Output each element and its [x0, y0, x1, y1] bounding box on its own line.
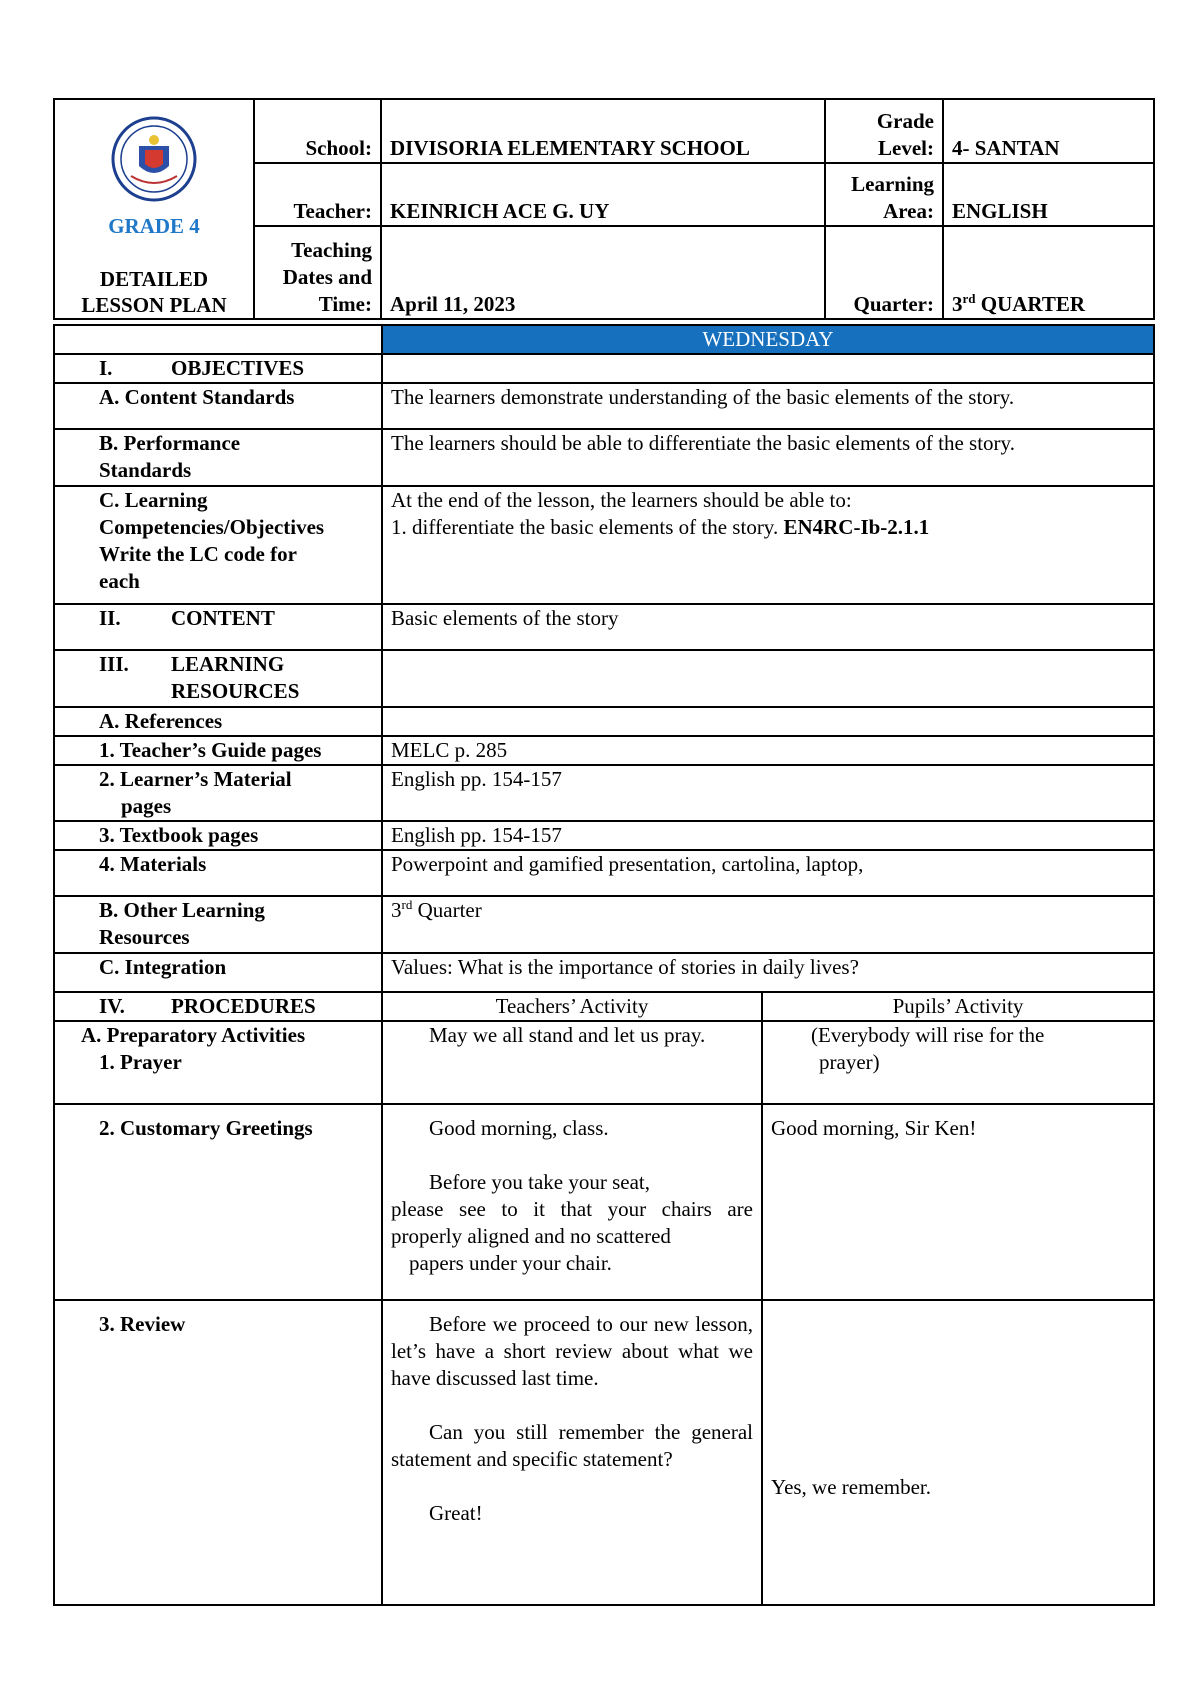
- review-label: 3. Review: [54, 1300, 382, 1605]
- content-heading: II. CONTENT: [54, 604, 382, 650]
- performance-standards-label: B. Performance Standards: [54, 429, 382, 486]
- logo-cell: [54, 99, 254, 319]
- lc-code: EN4RC-Ib-2.1.1: [783, 515, 930, 539]
- teachers-guide-label: 1. Teacher’s Guide pages: [54, 736, 382, 765]
- procedures-heading: IV. PROCEDURES: [54, 992, 382, 1021]
- learners-material-label: 2. Learner’s Material pages: [54, 765, 382, 821]
- teacher-value: KEINRICH ACE G. UY: [381, 163, 825, 227]
- resources-heading: III. LEARNING RESOURCES: [54, 650, 382, 707]
- review-teacher: Before we proceed to our new lesson, let’s have a short review about what we have discussed last time. Can you still remember the general statement and specific statement? Great!: [382, 1300, 762, 1605]
- pupils-activity-heading: Pupils’ Activity: [762, 992, 1154, 1021]
- school-label: School:: [254, 99, 381, 163]
- day-header-spacer: [54, 325, 382, 354]
- references-label: A. References: [54, 707, 382, 736]
- learners-material-value: English pp. 154-157: [382, 765, 1154, 821]
- competencies-value: At the end of the lesson, the learners should be able to: 1. differentiate the basic elements of the story. EN4RC-Ib-2.1.1: [382, 486, 1154, 604]
- teacher-label: Teacher:: [254, 163, 381, 227]
- day-header: WEDNESDAY: [382, 325, 1154, 354]
- competencies-label: C. Learning Competencies/Objectives Write the LC code for each: [54, 486, 382, 604]
- review-pupil: Yes, we remember.: [762, 1300, 1154, 1605]
- grade-level-label: Grade Level:: [825, 99, 943, 163]
- prayer-pupil: (Everybody will rise for the prayer): [762, 1021, 1154, 1104]
- integration-value: Values: What is the importance of stories in daily lives?: [382, 953, 1154, 992]
- header-table: [53, 98, 1155, 320]
- other-resources-value: 3rd Quarter: [382, 896, 1154, 953]
- objectives-heading: I. OBJECTIVES: [54, 354, 382, 383]
- other-resources-label: B. Other Learning Resources: [54, 896, 382, 953]
- content-value: Basic elements of the story: [382, 604, 1154, 650]
- performance-standards-value: The learners should be able to differentiate the basic elements of the story.: [382, 429, 1154, 486]
- teachers-guide-value: MELC p. 285: [382, 736, 1154, 765]
- lesson-plan-table: [53, 324, 1155, 1606]
- grade-level-value: 4- SANTAN: [943, 99, 1154, 163]
- materials-label: 4. Materials: [54, 850, 382, 896]
- content-standards-value: The learners demonstrate understanding of the basic elements of the story.: [382, 383, 1154, 429]
- quarter-label: Quarter:: [825, 226, 943, 319]
- greetings-label: 2. Customary Greetings: [54, 1104, 382, 1300]
- greetings-pupil: Good morning, Sir Ken!: [762, 1104, 1154, 1300]
- quarter-value: 3rd QUARTER: [943, 226, 1154, 319]
- prayer-label: A. Preparatory Activities 1. Prayer: [54, 1021, 382, 1104]
- integration-label: C. Integration: [54, 953, 382, 992]
- school-value: DIVISORIA ELEMENTARY SCHOOL: [381, 99, 825, 163]
- content-standards-label: A. Content Standards: [54, 383, 382, 429]
- textbook-value: English pp. 154-157: [382, 821, 1154, 850]
- dates-value: April 11, 2023: [381, 226, 825, 319]
- learning-area-value: ENGLISH: [943, 163, 1154, 227]
- deped-seal-icon: [111, 116, 197, 202]
- learning-area-label: Learning Area:: [825, 163, 943, 227]
- grade-label: GRADE 4: [108, 214, 200, 238]
- teachers-activity-heading: Teachers’ Activity: [382, 992, 762, 1021]
- textbook-label: 3. Textbook pages: [54, 821, 382, 850]
- prayer-teacher: May we all stand and let us pray.: [382, 1021, 762, 1104]
- greetings-teacher: Good morning, class. Before you take your seat, please see to it that your chairs are properly aligned and no scattered papers under your chair.: [382, 1104, 762, 1300]
- dates-label: Teaching Dates and Time:: [254, 226, 381, 319]
- materials-value: Powerpoint and gamified presentation, cartolina, laptop,: [382, 850, 1154, 896]
- plan-title: DETAILED LESSON PLAN: [81, 267, 227, 317]
